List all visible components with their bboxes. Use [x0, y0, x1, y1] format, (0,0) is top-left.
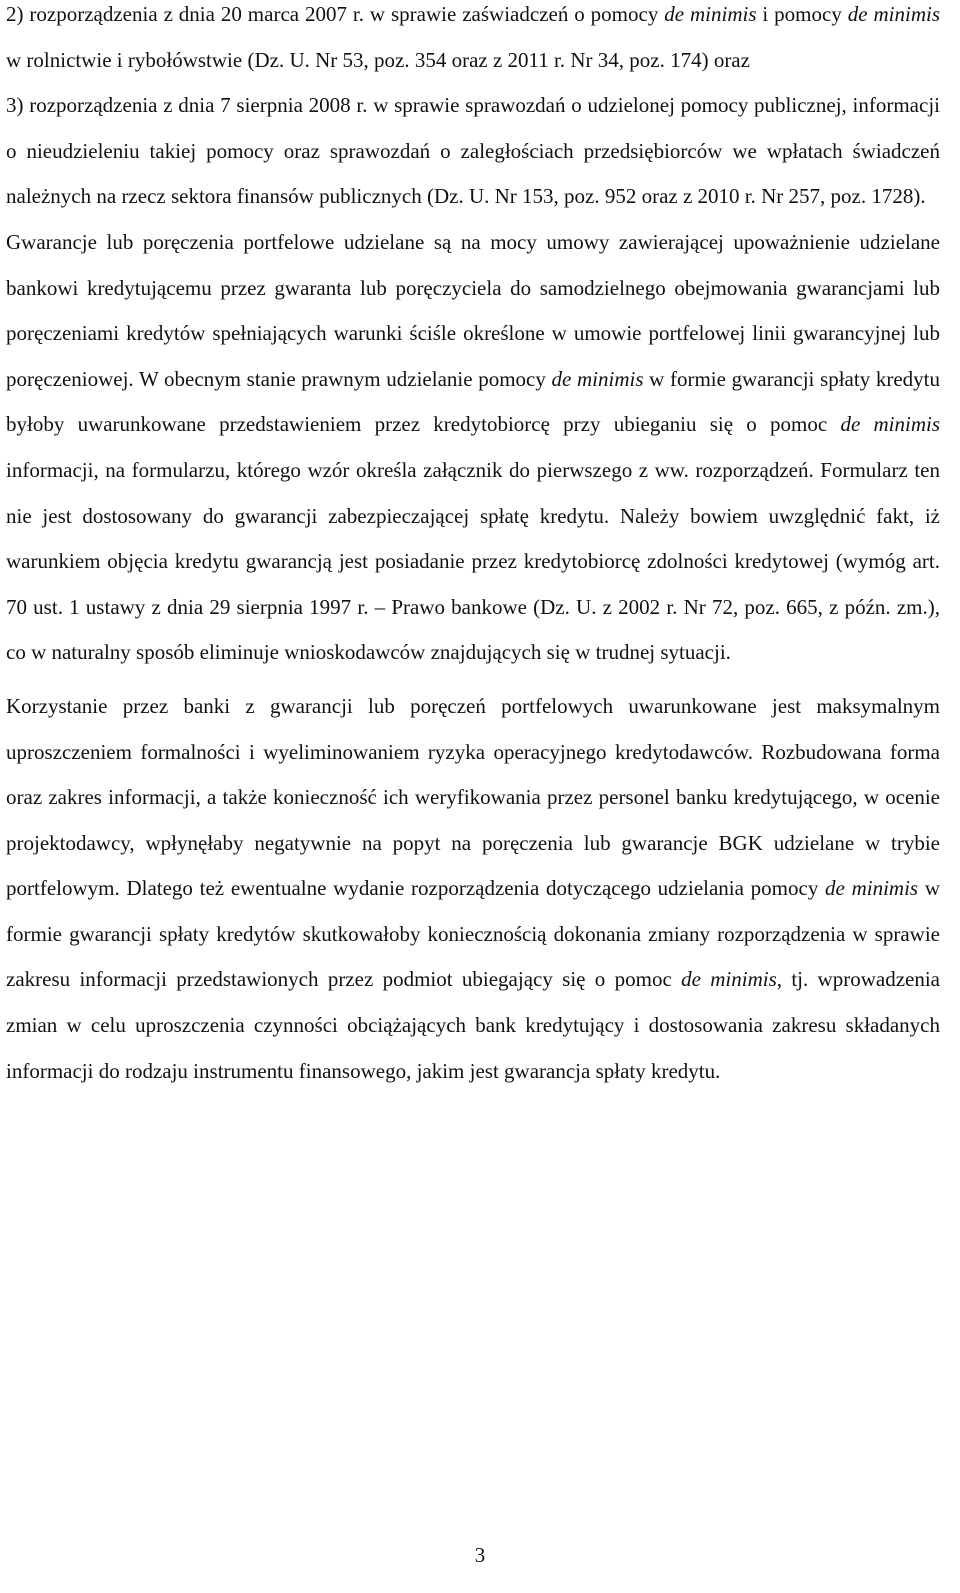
- paragraph-item-3: [6, 83, 940, 220]
- text-run: 2) rozporządzenia z dnia 20 marca 2007 r. w sprawie zaświadczeń o pomocy: [6, 2, 665, 26]
- italic-term: de minimis: [847, 2, 940, 26]
- paragraph-item-2: [6, 0, 940, 83]
- paragraph-bank-usage: [6, 684, 940, 1094]
- text-run: w rolnictwie i rybołówstwie (Dz. U. Nr 53, poz. 354 oraz z 2011 r. Nr 34, poz. 174) oraz: [6, 47, 750, 72]
- text-run: i pomocy: [756, 2, 848, 26]
- italic-term: de minimis: [664, 2, 757, 26]
- text-run: 3) rozporządzenia z dnia 7 sierpnia 2008 r. w sprawie sprawozdań o udzielonej pomocy publicznej, informacji o nieudzieleniu takiej pomocy oraz sprawozdań o zaległościach przedsiębiorców we wpłatach świadczeń należnych na rzecz sektora finansów publicznych (Dz. U. Nr 153, poz. 952 oraz z 2010 r. Nr 257, poz. 1728).: [6, 93, 940, 209]
- text-run: Gwarancje lub poręczenia portfelowe udzielane są na mocy umowy zawierającej upoważnienie udzielane bankowi kredytującemu przez gwaranta lub poręczyciela do samodzielnego obejmowania gwarancjami lub poręczeniami kredytów spełniających warunki ściśle określone w umowie portfelowej linii gwarancyjnej lub poręczeniowej. W obecnym stanie prawnym udzielanie pomocy: [6, 229, 940, 391]
- italic-term: de minimis: [681, 967, 777, 992]
- text-run: Korzystanie przez banki z gwarancji lub poręczeń portfelowych uwarunkowane jest maksymalnym uproszczeniem formalności i wyeliminowaniem ryzyka operacyjnego kredytodawców. Rozbudowana forma oraz zakres informacji, a także konieczność ich weryfikowania przez personel banku kredytującego, w ocenie projektodawcy, wpłynęłaby negatywnie na popyt na poręczenia lub gwarancje BGK udzielane w trybie portfelowym. Dlatego też ewentualne wydanie rozporządzenia dotyczącego udzielania pomocy: [6, 693, 940, 901]
- text-run: w formie gwarancji spłaty kredytu byłoby uwarunkowane przedstawieniem przez kredytobiorcę przy ubieganiu się o pomoc: [6, 366, 940, 437]
- italic-term: de minimis: [551, 366, 644, 391]
- text-run: , tj. wprowadzenia zmian w celu uproszczenia czynności obciążających bank kredytujący i dostosowania zakresu składanych informacji do rodzaju instrumentu finansowego, jakim jest gwarancja spłaty kredytu.: [6, 967, 941, 1083]
- page-number: 3: [474, 1543, 486, 1567]
- text-run: w formie gwarancji spłaty kredytów skutkowałoby koniecznością dokonania zmiany rozporządzenia w sprawie zakresu informacji przedstawionych przez podmiot ubiegający się o pomoc: [6, 876, 940, 992]
- text-run: informacji, na formularzu, którego wzór określa załącznik do pierwszego z ww. rozporządzeń. Formularz ten nie jest dostosowany do gwarancji zabezpieczającej spłatę kredytu. Należy bowiem uwzględnić fakt, iż warunkiem objęcia kredytu gwarancją jest posiadanie przez kredytobiorcę zdolności kredytowej (wymóg art. 70 ust. 1 ustawy z dnia 29 sierpnia 1997 r. – Prawo bankowe (Dz. U. z 2002 r. Nr 72, poz. 665, z późn. zm.), co w naturalny sposób eliminuje wnioskodawców znajdujących się w trudnej sytuacji.: [6, 457, 940, 665]
- italic-term: de minimis: [840, 412, 941, 437]
- paragraph-guarantees: [6, 220, 940, 676]
- italic-term: de minimis: [825, 876, 919, 901]
- document-page: [6, 0, 940, 1094]
